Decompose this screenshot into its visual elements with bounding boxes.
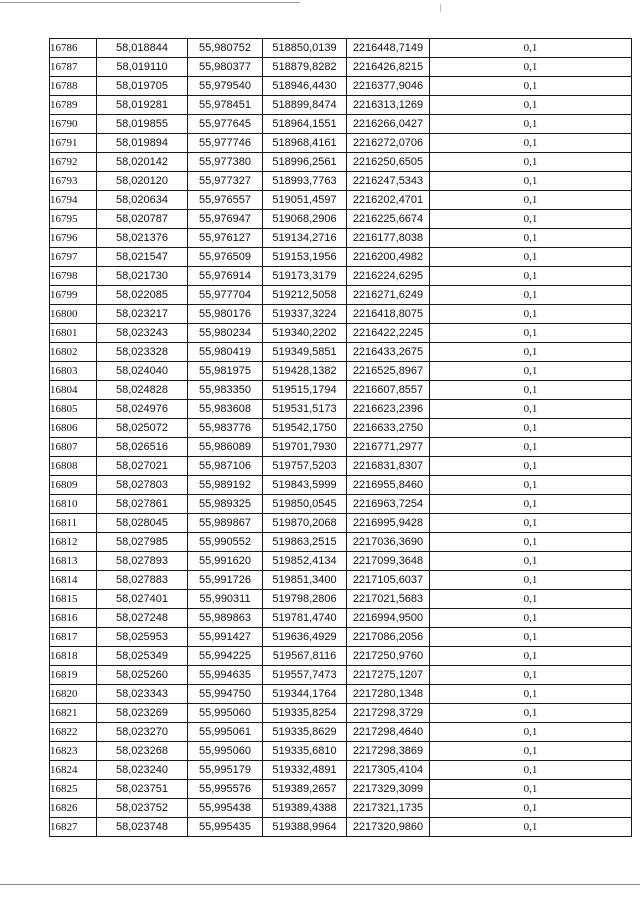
table-row [50,39,632,58]
point-number: 16823 [50,742,97,761]
y-coordinate-cell: 2216963,7254 [347,495,430,514]
latitude-cell: 58,023752 [97,799,188,818]
table-row [50,248,632,267]
point-number: 16804 [50,381,97,400]
longitude-cell: 55,977645 [188,115,263,134]
point-number: 16811 [50,514,97,533]
table-row [50,476,632,495]
table-row [50,172,632,191]
x-coordinate-cell: 519636,4929 [263,628,347,647]
x-coordinate-cell: 518968,4161 [263,134,347,153]
y-coordinate-cell: 2216433,2675 [347,343,430,362]
longitude-cell: 55,995060 [188,704,263,723]
x-coordinate-cell: 519843,5999 [263,476,347,495]
x-coordinate-cell: 519389,4388 [263,799,347,818]
x-coordinate-cell: 519212,5058 [263,286,347,305]
point-number: 16786 [50,39,97,58]
precision-cell: 0,1 [430,343,632,362]
table-row [50,229,632,248]
y-coordinate-cell: 2217321,1735 [347,799,430,818]
precision-cell: 0,1 [430,704,632,723]
latitude-cell: 58,020142 [97,153,188,172]
longitude-cell: 55,995576 [188,780,263,799]
precision-cell: 0,1 [430,419,632,438]
x-coordinate-cell: 518946,4430 [263,77,347,96]
table-row [50,286,632,305]
y-coordinate-cell: 2216955,8460 [347,476,430,495]
table-row [50,742,632,761]
precision-cell: 0,1 [430,761,632,780]
latitude-cell: 58,027803 [97,476,188,495]
x-coordinate-cell: 518964,1551 [263,115,347,134]
table-row [50,514,632,533]
x-coordinate-cell: 519557,7473 [263,666,347,685]
precision-cell: 0,1 [430,514,632,533]
latitude-cell: 58,027883 [97,571,188,590]
y-coordinate-cell: 2217099,3648 [347,552,430,571]
latitude-cell: 58,020787 [97,210,188,229]
x-coordinate-cell: 518996,2561 [263,153,347,172]
x-coordinate-cell: 519567,8116 [263,647,347,666]
precision-cell: 0,1 [430,780,632,799]
point-number: 16808 [50,457,97,476]
point-number: 16815 [50,590,97,609]
precision-cell: 0,1 [430,191,632,210]
latitude-cell: 58,023268 [97,742,188,761]
table-row [50,457,632,476]
y-coordinate-cell: 2216313,1269 [347,96,430,115]
point-number: 16803 [50,362,97,381]
y-coordinate-cell: 2216200,4982 [347,248,430,267]
y-coordinate-cell: 2217250,9760 [347,647,430,666]
precision-cell: 0,1 [430,685,632,704]
x-coordinate-cell: 519850,0545 [263,495,347,514]
precision-cell: 0,1 [430,286,632,305]
precision-cell: 0,1 [430,438,632,457]
latitude-cell: 58,025953 [97,628,188,647]
point-number: 16816 [50,609,97,628]
y-coordinate-cell: 2217298,4640 [347,723,430,742]
longitude-cell: 55,980419 [188,343,263,362]
latitude-cell: 58,027401 [97,590,188,609]
y-coordinate-cell: 2216995,9428 [347,514,430,533]
latitude-cell: 58,023751 [97,780,188,799]
latitude-cell: 58,027861 [97,495,188,514]
longitude-cell: 55,994635 [188,666,263,685]
y-coordinate-cell: 2217298,3869 [347,742,430,761]
latitude-cell: 58,024976 [97,400,188,419]
precision-cell: 0,1 [430,495,632,514]
y-coordinate-cell: 2216831,8307 [347,457,430,476]
table-row [50,343,632,362]
longitude-cell: 55,987106 [188,457,263,476]
point-number: 16800 [50,305,97,324]
longitude-cell: 55,980234 [188,324,263,343]
x-coordinate-cell: 519870,2068 [263,514,347,533]
precision-cell: 0,1 [430,609,632,628]
precision-cell: 0,1 [430,115,632,134]
longitude-cell: 55,990311 [188,590,263,609]
precision-cell: 0,1 [430,96,632,115]
point-number: 16791 [50,134,97,153]
precision-cell: 0,1 [430,799,632,818]
x-coordinate-cell: 519134,2716 [263,229,347,248]
table-row [50,571,632,590]
table-row [50,115,632,134]
point-number: 16820 [50,685,97,704]
y-coordinate-cell: 2216607,8557 [347,381,430,400]
precision-cell: 0,1 [430,590,632,609]
x-coordinate-cell: 519153,1956 [263,248,347,267]
latitude-cell: 58,023243 [97,324,188,343]
point-number: 16790 [50,115,97,134]
latitude-cell: 58,027893 [97,552,188,571]
y-coordinate-cell: 2217320,9860 [347,818,430,837]
y-coordinate-cell: 2216224,6295 [347,267,430,286]
table-row [50,324,632,343]
y-coordinate-cell: 2216994,9500 [347,609,430,628]
x-coordinate-cell: 519542,1750 [263,419,347,438]
latitude-cell: 58,019110 [97,58,188,77]
y-coordinate-cell: 2217329,3099 [347,780,430,799]
table-row [50,685,632,704]
longitude-cell: 55,986089 [188,438,263,457]
y-coordinate-cell: 2217275,1207 [347,666,430,685]
y-coordinate-cell: 2217036,3690 [347,533,430,552]
x-coordinate-cell: 519798,2806 [263,590,347,609]
table-row [50,799,632,818]
longitude-cell: 55,995179 [188,761,263,780]
longitude-cell: 55,980176 [188,305,263,324]
precision-cell: 0,1 [430,818,632,837]
latitude-cell: 58,023748 [97,818,188,837]
table-row [50,761,632,780]
longitude-cell: 55,980752 [188,39,263,58]
precision-cell: 0,1 [430,153,632,172]
point-number: 16806 [50,419,97,438]
y-coordinate-cell: 2216271,6249 [347,286,430,305]
precision-cell: 0,1 [430,647,632,666]
top-rule [0,2,300,3]
precision-cell: 0,1 [430,476,632,495]
latitude-cell: 58,019705 [97,77,188,96]
point-number: 16821 [50,704,97,723]
y-coordinate-cell: 2216418,8075 [347,305,430,324]
longitude-cell: 55,980377 [188,58,263,77]
point-number: 16793 [50,172,97,191]
x-coordinate-cell: 518993,7763 [263,172,347,191]
y-coordinate-cell: 2216266,0427 [347,115,430,134]
table-row [50,400,632,419]
table-row [50,381,632,400]
longitude-cell: 55,994225 [188,647,263,666]
x-coordinate-cell: 519332,4891 [263,761,347,780]
latitude-cell: 58,021547 [97,248,188,267]
precision-cell: 0,1 [430,39,632,58]
y-coordinate-cell: 2216525,8967 [347,362,430,381]
x-coordinate-cell: 519852,4134 [263,552,347,571]
y-coordinate-cell: 2216623,2396 [347,400,430,419]
x-coordinate-cell: 519531,5173 [263,400,347,419]
latitude-cell: 58,024828 [97,381,188,400]
table-row [50,305,632,324]
x-coordinate-cell: 519335,6810 [263,742,347,761]
longitude-cell: 55,994750 [188,685,263,704]
table-row [50,58,632,77]
x-coordinate-cell: 519068,2906 [263,210,347,229]
point-number: 16825 [50,780,97,799]
latitude-cell: 58,019894 [97,134,188,153]
table-row [50,77,632,96]
table-row [50,552,632,571]
y-coordinate-cell: 2216448,7149 [347,39,430,58]
precision-cell: 0,1 [430,77,632,96]
latitude-cell: 58,027985 [97,533,188,552]
x-coordinate-cell: 519388,9964 [263,818,347,837]
longitude-cell: 55,977704 [188,286,263,305]
y-coordinate-cell: 2216422,2245 [347,324,430,343]
latitude-cell: 58,021376 [97,229,188,248]
point-number: 16802 [50,343,97,362]
x-coordinate-cell: 519389,2657 [263,780,347,799]
point-number: 16807 [50,438,97,457]
point-number: 16819 [50,666,97,685]
latitude-cell: 58,023343 [97,685,188,704]
bottom-rule [0,884,640,885]
x-coordinate-cell: 519344,1764 [263,685,347,704]
x-coordinate-cell: 519173,3179 [263,267,347,286]
x-coordinate-cell: 518899,8474 [263,96,347,115]
latitude-cell: 58,019855 [97,115,188,134]
longitude-cell: 55,995438 [188,799,263,818]
y-coordinate-cell: 2216272,0706 [347,134,430,153]
point-number: 16812 [50,533,97,552]
point-number: 16794 [50,191,97,210]
x-coordinate-cell: 519335,8254 [263,704,347,723]
table-row [50,704,632,723]
point-number: 16795 [50,210,97,229]
table-row [50,723,632,742]
longitude-cell: 55,978451 [188,96,263,115]
coordinates-table [49,38,632,837]
y-coordinate-cell: 2216377,9046 [347,77,430,96]
table-row [50,153,632,172]
table-row [50,780,632,799]
point-number: 16822 [50,723,97,742]
point-number: 16799 [50,286,97,305]
x-coordinate-cell: 519701,7930 [263,438,347,457]
x-coordinate-cell: 518850,0139 [263,39,347,58]
y-coordinate-cell: 2216633,2750 [347,419,430,438]
point-number: 16789 [50,96,97,115]
longitude-cell: 55,976947 [188,210,263,229]
table-row [50,818,632,837]
longitude-cell: 55,995435 [188,818,263,837]
x-coordinate-cell: 519337,3224 [263,305,347,324]
longitude-cell: 55,991726 [188,571,263,590]
precision-cell: 0,1 [430,229,632,248]
x-coordinate-cell: 519051,4597 [263,191,347,210]
y-coordinate-cell: 2217298,3729 [347,704,430,723]
longitude-cell: 55,991427 [188,628,263,647]
table-row [50,609,632,628]
precision-cell: 0,1 [430,457,632,476]
latitude-cell: 58,027021 [97,457,188,476]
latitude-cell: 58,027248 [97,609,188,628]
longitude-cell: 55,991620 [188,552,263,571]
x-coordinate-cell: 519781,4740 [263,609,347,628]
longitude-cell: 55,977327 [188,172,263,191]
longitude-cell: 55,976509 [188,248,263,267]
x-coordinate-cell: 519340,2202 [263,324,347,343]
precision-cell: 0,1 [430,58,632,77]
y-coordinate-cell: 2217105,6037 [347,571,430,590]
point-number: 16827 [50,818,97,837]
longitude-cell: 55,995061 [188,723,263,742]
point-number: 16797 [50,248,97,267]
longitude-cell: 55,976914 [188,267,263,286]
latitude-cell: 58,025260 [97,666,188,685]
precision-cell: 0,1 [430,628,632,647]
longitude-cell: 55,995060 [188,742,263,761]
longitude-cell: 55,983350 [188,381,263,400]
precision-cell: 0,1 [430,552,632,571]
point-number: 16792 [50,153,97,172]
point-number: 16817 [50,628,97,647]
precision-cell: 0,1 [430,267,632,286]
longitude-cell: 55,989192 [188,476,263,495]
table-row [50,210,632,229]
point-number: 16787 [50,58,97,77]
precision-cell: 0,1 [430,381,632,400]
latitude-cell: 58,023328 [97,343,188,362]
precision-cell: 0,1 [430,742,632,761]
y-coordinate-cell: 2217280,1348 [347,685,430,704]
longitude-cell: 55,989867 [188,514,263,533]
x-coordinate-cell: 519757,5203 [263,457,347,476]
point-number: 16805 [50,400,97,419]
precision-cell: 0,1 [430,571,632,590]
table-row [50,362,632,381]
table-row [50,495,632,514]
point-number: 16818 [50,647,97,666]
precision-cell: 0,1 [430,248,632,267]
longitude-cell: 55,983776 [188,419,263,438]
latitude-cell: 58,022085 [97,286,188,305]
longitude-cell: 55,989325 [188,495,263,514]
coordinates-table-body [50,39,632,837]
precision-cell: 0,1 [430,172,632,191]
point-number: 16810 [50,495,97,514]
precision-cell: 0,1 [430,533,632,552]
y-coordinate-cell: 2216177,8038 [347,229,430,248]
precision-cell: 0,1 [430,134,632,153]
latitude-cell: 58,023240 [97,761,188,780]
table-row [50,419,632,438]
point-number: 16824 [50,761,97,780]
y-coordinate-cell: 2216771,2977 [347,438,430,457]
table-row [50,438,632,457]
y-coordinate-cell: 2217305,4104 [347,761,430,780]
longitude-cell: 55,976127 [188,229,263,248]
scan-mark [440,4,441,12]
latitude-cell: 58,023217 [97,305,188,324]
latitude-cell: 58,025349 [97,647,188,666]
y-coordinate-cell: 2216426,8215 [347,58,430,77]
latitude-cell: 58,023269 [97,704,188,723]
y-coordinate-cell: 2216247,5343 [347,172,430,191]
latitude-cell: 58,019281 [97,96,188,115]
y-coordinate-cell: 2216202,4701 [347,191,430,210]
longitude-cell: 55,976557 [188,191,263,210]
y-coordinate-cell: 2216225,6674 [347,210,430,229]
precision-cell: 0,1 [430,666,632,685]
latitude-cell: 58,026516 [97,438,188,457]
precision-cell: 0,1 [430,400,632,419]
latitude-cell: 58,024040 [97,362,188,381]
x-coordinate-cell: 519863,2515 [263,533,347,552]
point-number: 16826 [50,799,97,818]
x-coordinate-cell: 518879,8282 [263,58,347,77]
longitude-cell: 55,979540 [188,77,263,96]
latitude-cell: 58,021730 [97,267,188,286]
precision-cell: 0,1 [430,305,632,324]
longitude-cell: 55,989863 [188,609,263,628]
table-row [50,267,632,286]
table-row [50,666,632,685]
precision-cell: 0,1 [430,210,632,229]
x-coordinate-cell: 519349,5851 [263,343,347,362]
longitude-cell: 55,981975 [188,362,263,381]
y-coordinate-cell: 2217021,5683 [347,590,430,609]
point-number: 16813 [50,552,97,571]
point-number: 16801 [50,324,97,343]
longitude-cell: 55,977746 [188,134,263,153]
table-row [50,134,632,153]
point-number: 16798 [50,267,97,286]
longitude-cell: 55,983608 [188,400,263,419]
latitude-cell: 58,020634 [97,191,188,210]
table-row [50,590,632,609]
y-coordinate-cell: 2217086,2056 [347,628,430,647]
latitude-cell: 58,028045 [97,514,188,533]
point-number: 16814 [50,571,97,590]
precision-cell: 0,1 [430,362,632,381]
point-number: 16788 [50,77,97,96]
latitude-cell: 58,023270 [97,723,188,742]
precision-cell: 0,1 [430,324,632,343]
x-coordinate-cell: 519335,8629 [263,723,347,742]
point-number: 16809 [50,476,97,495]
y-coordinate-cell: 2216250,6505 [347,153,430,172]
table-row [50,628,632,647]
latitude-cell: 58,025072 [97,419,188,438]
latitude-cell: 58,018844 [97,39,188,58]
x-coordinate-cell: 519515,1794 [263,381,347,400]
x-coordinate-cell: 519428,1382 [263,362,347,381]
table-row [50,191,632,210]
table-row [50,96,632,115]
table-row [50,533,632,552]
x-coordinate-cell: 519851,3400 [263,571,347,590]
point-number: 16796 [50,229,97,248]
latitude-cell: 58,020120 [97,172,188,191]
table-row [50,647,632,666]
precision-cell: 0,1 [430,723,632,742]
longitude-cell: 55,990552 [188,533,263,552]
longitude-cell: 55,977380 [188,153,263,172]
